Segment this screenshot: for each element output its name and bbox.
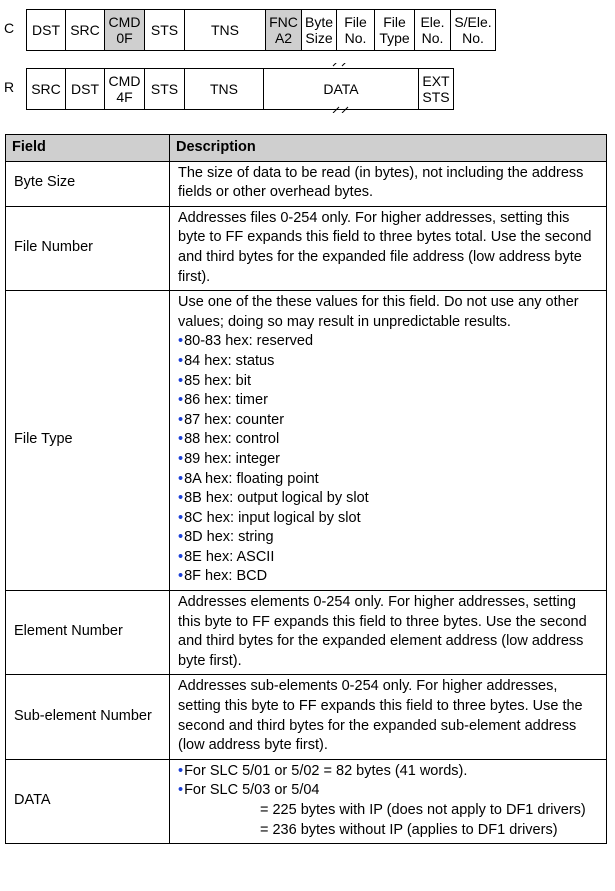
description-cell: Addresses elements 0-254 only. For higher addresses, setting this byte to FF expands this field to three bytes. Use the second and third bytes for the expanded element address (low address byte first). xyxy=(170,591,607,675)
break-mark xyxy=(342,107,348,113)
command-frame-cells xyxy=(26,9,496,51)
bullet-icon: • xyxy=(178,411,184,428)
frame-cell: S/Ele. No. xyxy=(450,10,496,50)
description-cell: The size of data to be read (in bytes), not including the address fields or other overhead bytes. xyxy=(170,161,607,206)
bullet-icon: • xyxy=(178,782,184,799)
frame-cell: STS xyxy=(144,10,184,50)
bullet-icon: • xyxy=(178,548,184,565)
frame-cell: Byte Size xyxy=(301,10,336,50)
list-item: •89 hex: integer xyxy=(178,450,281,467)
file-type-list xyxy=(178,332,600,587)
frame-cell: TNS xyxy=(184,69,263,109)
frame-cell: STS xyxy=(144,69,184,109)
description-cell xyxy=(170,291,607,591)
bullet-icon: • xyxy=(178,392,184,409)
description-column-header: Description xyxy=(170,135,607,162)
list-item: •8F hex: BCD xyxy=(178,568,268,585)
list-item: •80-83 hex: reserved xyxy=(178,333,314,350)
break-mark xyxy=(333,107,339,113)
list-item: •8E hex: ASCII xyxy=(178,548,275,565)
frame-cell: DST xyxy=(65,69,104,109)
field-cell: Byte Size xyxy=(6,161,170,206)
frame-cell: CMD 0F xyxy=(104,10,144,50)
field-cell: File Number xyxy=(6,206,170,290)
description-cell: Addresses sub-elements 0-254 only. For higher addresses, setting this byte to FF expands this field to three bytes. Use the second and third bytes for the expanded sub-element address (low address byte first). xyxy=(170,675,607,759)
bullet-icon: • xyxy=(178,431,184,448)
list-item: •For SLC 5/03 or 5/04 xyxy=(178,782,320,799)
bullet-icon: • xyxy=(178,509,184,526)
description-cell xyxy=(170,759,607,843)
field-cell: Element Number xyxy=(6,591,170,675)
command-frame-label: C xyxy=(4,20,15,36)
reply-frame-label: R xyxy=(4,79,15,95)
data-break-marks xyxy=(330,63,360,113)
list-item: •8D hex: string xyxy=(178,529,274,546)
table-row xyxy=(6,291,607,591)
bullet-icon: • xyxy=(178,450,184,467)
bullet-icon: • xyxy=(178,529,184,546)
data-size-list xyxy=(178,762,600,801)
table-row xyxy=(6,591,607,675)
list-item: •For SLC 5/01 or 5/02 = 82 bytes (41 words). xyxy=(178,762,468,779)
frame-cell: SRC xyxy=(65,10,104,50)
reply-frame-cells xyxy=(26,68,454,110)
list-item: •8B hex: output logical by slot xyxy=(178,490,369,507)
frame-cell: TNS xyxy=(184,10,265,50)
frame-cell: CMD 4F xyxy=(104,69,144,109)
frame-cell: DATA xyxy=(263,69,418,109)
table-header-row xyxy=(6,135,607,162)
table-row xyxy=(6,206,607,290)
list-item: •86 hex: timer xyxy=(178,392,268,409)
break-mark xyxy=(333,63,339,66)
description-text: Use one of the these values for this field. Do not use any other values; doing so may result in unpredictable results. xyxy=(178,294,579,330)
frame-cell: Ele. No. xyxy=(414,10,450,50)
table-row xyxy=(6,759,607,843)
description-cell: Addresses files 0-254 only. For higher addresses, setting this byte to FF expands this field to three bytes total. Use the second and third bytes for the expanded file address (low address byte first). xyxy=(170,206,607,290)
bullet-icon: • xyxy=(178,352,184,369)
frame-cell: EXT STS xyxy=(418,69,454,109)
table-row xyxy=(6,675,607,759)
bullet-icon: • xyxy=(178,333,184,350)
bullet-icon: • xyxy=(178,470,184,487)
list-item: •84 hex: status xyxy=(178,352,275,369)
reply-frame xyxy=(0,68,615,108)
bullet-icon: • xyxy=(178,762,184,779)
bullet-icon: • xyxy=(178,568,184,585)
list-item: •8C hex: input logical by slot xyxy=(178,509,361,526)
bullet-icon: • xyxy=(178,490,184,507)
command-frame xyxy=(0,9,615,49)
field-cell: Sub-element Number xyxy=(6,675,170,759)
field-description-table xyxy=(5,134,607,844)
data-size-continuation: = 225 bytes with IP (does not apply to DF1 drivers) xyxy=(260,802,586,818)
list-item: •8A hex: floating point xyxy=(178,470,319,487)
field-cell: DATA xyxy=(6,759,170,843)
frame-cell: DST xyxy=(26,10,65,50)
list-item: •88 hex: control xyxy=(178,431,280,448)
break-mark xyxy=(342,63,348,66)
list-item: •87 hex: counter xyxy=(178,411,285,428)
field-column-header: Field xyxy=(6,135,170,162)
list-item: •85 hex: bit xyxy=(178,372,251,389)
frame-cell: File Type xyxy=(374,10,414,50)
frame-cell: SRC xyxy=(26,69,65,109)
bullet-icon: • xyxy=(178,372,184,389)
field-cell: File Type xyxy=(6,291,170,591)
data-size-continuation: = 236 bytes without IP (applies to DF1 drivers) xyxy=(260,821,558,838)
table-row xyxy=(6,161,607,206)
frame-cell: FNC A2 xyxy=(265,10,301,50)
frame-cell: File No. xyxy=(336,10,374,50)
